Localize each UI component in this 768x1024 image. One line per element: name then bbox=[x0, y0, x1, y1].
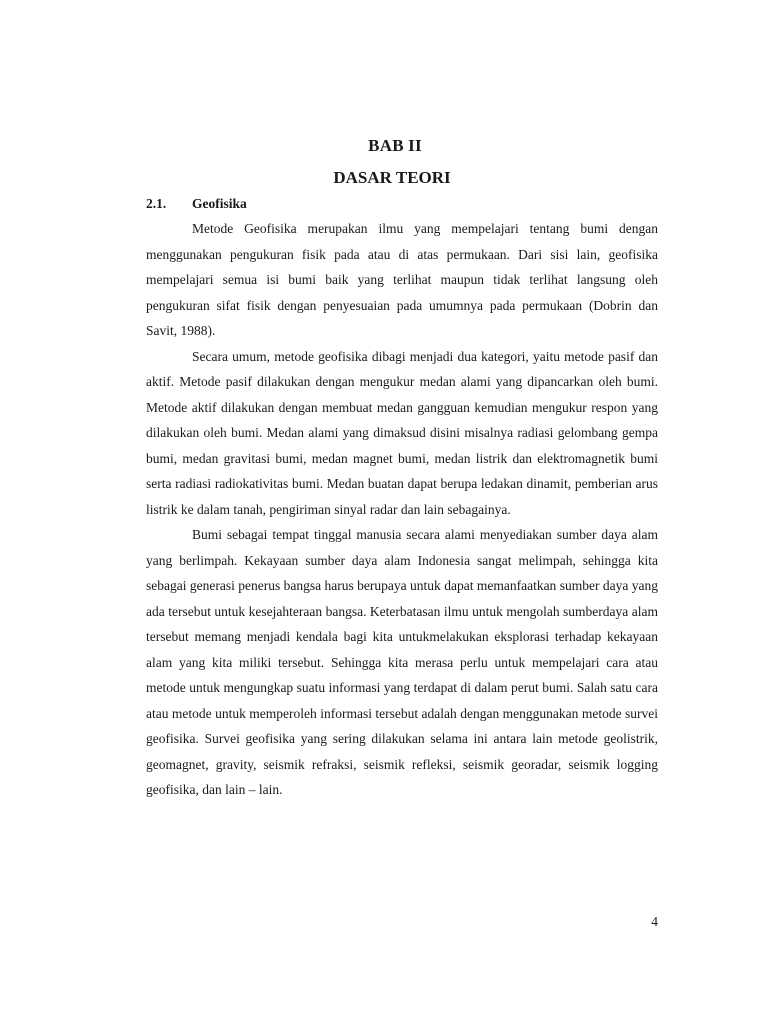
page-number: 4 bbox=[651, 914, 658, 929]
chapter-number: BAB II bbox=[368, 136, 422, 155]
paragraph-1: Metode Geofisika merupakan ilmu yang mempelajari tentang bumi dengan menggunakan pengukuran fisik pada atau di atas permukaan. Dari sisi lain, geofisika mempelajari semua isi bumi baik yang terlihat maupun tidak terlihat langsung oleh pengukuran sifat fisik dengan penyesuaian pada umumnya pada permukaan (Dobrin dan Savit, 1988). bbox=[146, 221, 658, 338]
section-title: Geofisika bbox=[192, 196, 247, 211]
paragraph-3: Bumi sebagai tempat tinggal manusia secara alami menyediakan sumber daya alam yang berlimpah. Kekayaan sumber daya alam Indonesia sangat melimpah, sehingga kita sebagai generasi penerus bangsa harus berupaya untuk dapat memanfaatkan sumber daya yang ada tersebut untuk kesejahteraan bangsa. Keterbatasan ilmu untuk mengolah sumberdaya alam tersebut memang menjadi kendala bagi kita untukmelakukan eksplorasi terhadap kekayaan alam yang kita miliki tersebut. Sehingga kita merasa perlu untuk mempelajari cara atau metode untuk mengungkap suatu informasi yang terdapat di dalam perut bumi. Salah satu cara atau metode untuk memperoleh informasi tersebut adalah dengan menggunakan metode survei geofisika. Survei geofisika yang sering dilakukan selama ini antara lain metode geolistrik, geomagnet, gravity, seismik refraksi, seismik refleksi, seismik georadar, seismik logging geofisika, dan lain – lain. bbox=[146, 527, 658, 797]
chapter-title: DASAR TEORI bbox=[333, 168, 451, 187]
paragraph-2: Secara umum, metode geofisika dibagi menjadi dua kategori, yaitu metode pasif dan aktif. Metode pasif dilakukan dengan mengukur medan alami yang dipancarkan oleh bumi. Metode aktif dilakukan dengan membuat medan gangguan kemudian mengukur respon yang dilakukan oleh bumi. Medan alami yang dimaksud disini misalnya radiasi gelombang gempa bumi, medan gravitasi bumi, medan magnet bumi, medan listrik dan elektromagnetik bumi serta radiasi radiokativitas bumi. Medan buatan dapat berupa ledakan dinamit, pemberian arus listrik ke dalam tanah, pengiriman sinyal radar dan lain sebagainya. bbox=[146, 348, 658, 517]
section-heading bbox=[146, 196, 247, 212]
section-number: 2.1. bbox=[146, 196, 167, 211]
body-text bbox=[146, 216, 658, 803]
